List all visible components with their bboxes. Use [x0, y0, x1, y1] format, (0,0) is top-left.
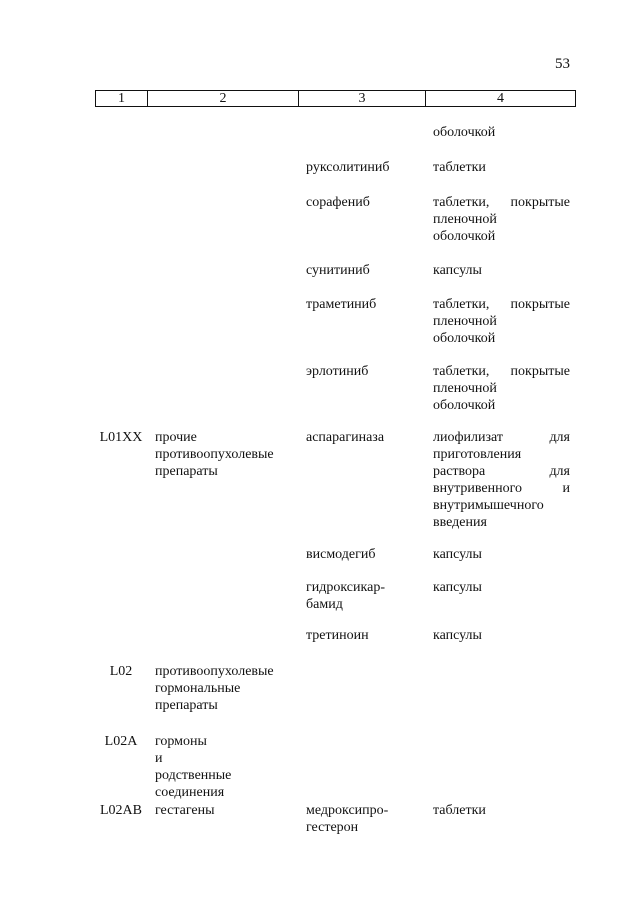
drug-name: руксолитиниб	[306, 160, 390, 175]
atc-code: L02A	[104, 734, 138, 749]
drug-name: аспарагиназа	[306, 430, 385, 445]
group-line: противоопухолевые	[155, 447, 274, 462]
group-name	[155, 663, 298, 714]
form-cell	[433, 579, 570, 596]
form-word: для	[549, 430, 570, 445]
drug-name: висмодегиб	[306, 547, 376, 562]
form-word: таблетки,	[433, 195, 490, 210]
drug-name: траметиниб	[306, 297, 377, 312]
form-line	[433, 429, 570, 446]
form-word: раствора	[433, 464, 486, 479]
form-cell	[433, 429, 570, 531]
group-line: соединения	[155, 785, 225, 800]
group-line: противоопухолевые	[155, 664, 274, 679]
form-line	[433, 480, 570, 497]
group-line: гормональные	[155, 681, 241, 696]
form-cell	[433, 159, 570, 176]
drug-line: медроксипро-	[306, 803, 389, 818]
form-word: покрытые	[510, 364, 570, 379]
form-line: капсулы	[433, 628, 482, 643]
form-word: покрытые	[510, 195, 570, 210]
header-col-2: 2	[148, 91, 299, 106]
drug-name	[306, 579, 424, 613]
form-line	[433, 363, 570, 380]
header-col-4: 4	[497, 91, 504, 106]
form-word: для	[549, 464, 570, 479]
drug-line: бамид	[306, 597, 343, 612]
form-line: таблетки	[433, 160, 486, 175]
form-line: таблетки	[433, 803, 486, 818]
form-word: лиофилизат	[433, 430, 504, 445]
form-line: приготовления	[433, 447, 522, 462]
form-cell	[433, 262, 570, 279]
form-line: внутримышечного	[433, 498, 544, 513]
form-cell	[433, 627, 570, 644]
drug-line: гидроксикар-	[306, 580, 385, 595]
atc-code: L01XX	[99, 430, 143, 445]
form-line: капсулы	[433, 547, 482, 562]
table-header	[95, 90, 576, 107]
form-word: покрытые	[510, 297, 570, 312]
group-line: родственные	[155, 768, 232, 783]
atc-code: L02AB	[100, 803, 142, 818]
form-cell	[433, 802, 570, 819]
form-cell	[433, 546, 570, 563]
group-line: гестагены	[155, 803, 215, 818]
group-name	[155, 429, 298, 480]
drug-name: эрлотиниб	[306, 364, 369, 379]
group-line: прочие	[155, 430, 197, 445]
form-line: капсулы	[433, 580, 482, 595]
form-line: оболочкой	[433, 125, 496, 140]
form-line: пленочной	[433, 381, 497, 396]
form-word: таблетки,	[433, 297, 490, 312]
form-word: таблетки,	[433, 364, 490, 379]
group-name	[155, 733, 298, 801]
form-word: внутривенного	[433, 481, 523, 496]
form-cell	[433, 194, 570, 245]
form-line	[433, 463, 570, 480]
form-word: и	[562, 481, 570, 496]
form-line: оболочкой	[433, 229, 496, 244]
group-name	[155, 802, 298, 819]
group-line: гормоны и	[155, 734, 207, 766]
header-col-3: 3	[299, 91, 426, 106]
header-col-1: 1	[96, 91, 148, 106]
form-line: пленочной	[433, 314, 497, 329]
form-line	[433, 194, 570, 211]
form-line: введения	[433, 515, 487, 530]
form-line	[433, 296, 570, 313]
form-line: капсулы	[433, 263, 482, 278]
drug-name: сорафениб	[306, 195, 370, 210]
atc-code: L02	[109, 664, 133, 679]
drug-name	[306, 802, 424, 836]
form-line: оболочкой	[433, 331, 496, 346]
drug-name: сунитиниб	[306, 263, 370, 278]
form-line: оболочкой	[433, 398, 496, 413]
form-cell	[433, 124, 570, 141]
drug-line: гестерон	[306, 820, 359, 835]
drug-name: третиноин	[306, 628, 369, 643]
group-line: препараты	[155, 698, 218, 713]
page-number: 53	[555, 56, 570, 72]
group-line: препараты	[155, 464, 218, 479]
form-line: пленочной	[433, 212, 497, 227]
form-cell	[433, 296, 570, 347]
form-cell	[433, 363, 570, 414]
